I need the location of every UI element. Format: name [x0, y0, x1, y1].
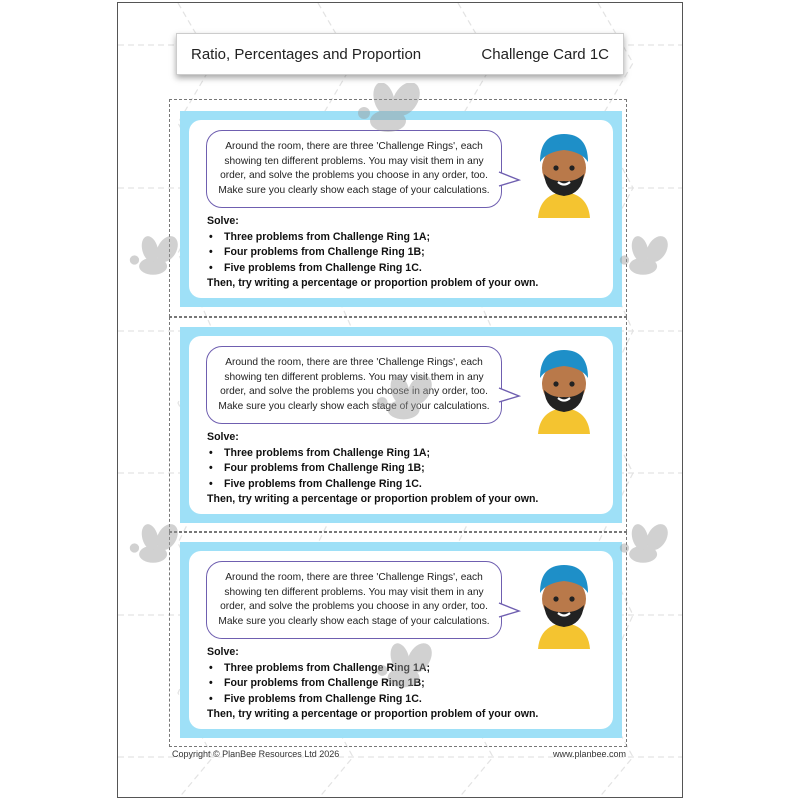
teacher-avatar-icon — [532, 128, 596, 218]
card-identifier: Challenge Card 1C — [481, 46, 609, 63]
card-panel — [189, 551, 613, 729]
speech-bubble — [206, 130, 502, 208]
task-list — [207, 430, 607, 508]
task-item: • Three problems from Challenge Ring 1A; — [207, 230, 607, 246]
task-item: • Four problems from Challenge Ring 1B; — [207, 676, 607, 692]
closing-task: Then, try writing a percentage or proportion problem of your own. — [207, 708, 539, 721]
card-panel — [189, 336, 613, 514]
worksheet-header — [176, 33, 624, 75]
teacher-avatar-icon — [532, 559, 596, 649]
solve-label: Solve: — [207, 646, 239, 658]
challenge-card-2 — [180, 327, 622, 523]
worksheet-page — [117, 2, 683, 798]
speech-bubble-tail — [499, 384, 521, 406]
speech-bubble-tail — [499, 168, 521, 190]
task-list — [207, 214, 607, 292]
website-link[interactable]: www.planbee.com — [552, 749, 626, 759]
task-item: • Four problems from Challenge Ring 1B; — [207, 245, 607, 261]
speech-bubble — [206, 346, 502, 424]
speech-bubble-tail — [499, 599, 521, 621]
closing-task: Then, try writing a percentage or proportion problem of your own. — [207, 493, 539, 506]
card-panel — [189, 120, 613, 298]
speech-bubble — [206, 561, 502, 639]
copyright-notice: Copyright © PlanBee Resources Ltd 2026 — [172, 749, 340, 759]
challenge-card-3 — [180, 542, 622, 738]
task-item: • Five problems from Challenge Ring 1C. — [207, 692, 607, 708]
solve-label: Solve: — [207, 431, 239, 443]
worksheet-title: Ratio, Percentages and Proportion — [191, 46, 422, 63]
task-item: • Three problems from Challenge Ring 1A; — [207, 446, 607, 462]
task-item: • Five problems from Challenge Ring 1C. — [207, 477, 607, 493]
closing-task: Then, try writing a percentage or proportion problem of your own. — [207, 277, 539, 290]
teacher-avatar-icon — [532, 344, 596, 434]
task-list — [207, 645, 607, 723]
bubble-prompt: Around the room, there are three 'Challenge Rings', each showing ten different problems. You may visit them in any order, and solve the problems you choose in any order, too. Make sure you clearly show each stage of your calculations. — [218, 572, 490, 627]
task-item: • Three problems from Challenge Ring 1A; — [207, 661, 607, 677]
task-item: • Four problems from Challenge Ring 1B; — [207, 461, 607, 477]
challenge-card-1 — [180, 111, 622, 307]
bubble-prompt: Around the room, there are three 'Challenge Rings', each showing ten different problems. You may visit them in any order, and solve the problems you choose in any order, too. Make sure you clearly show each stage of your calculations. — [218, 357, 490, 412]
solve-label: Solve: — [207, 215, 239, 227]
task-item: • Five problems from Challenge Ring 1C. — [207, 261, 607, 277]
bubble-prompt: Around the room, there are three 'Challenge Rings', each showing ten different problems. You may visit them in any order, and solve the problems you choose in any order, too. Make sure you clearly show each stage of your calculations. — [218, 141, 490, 196]
